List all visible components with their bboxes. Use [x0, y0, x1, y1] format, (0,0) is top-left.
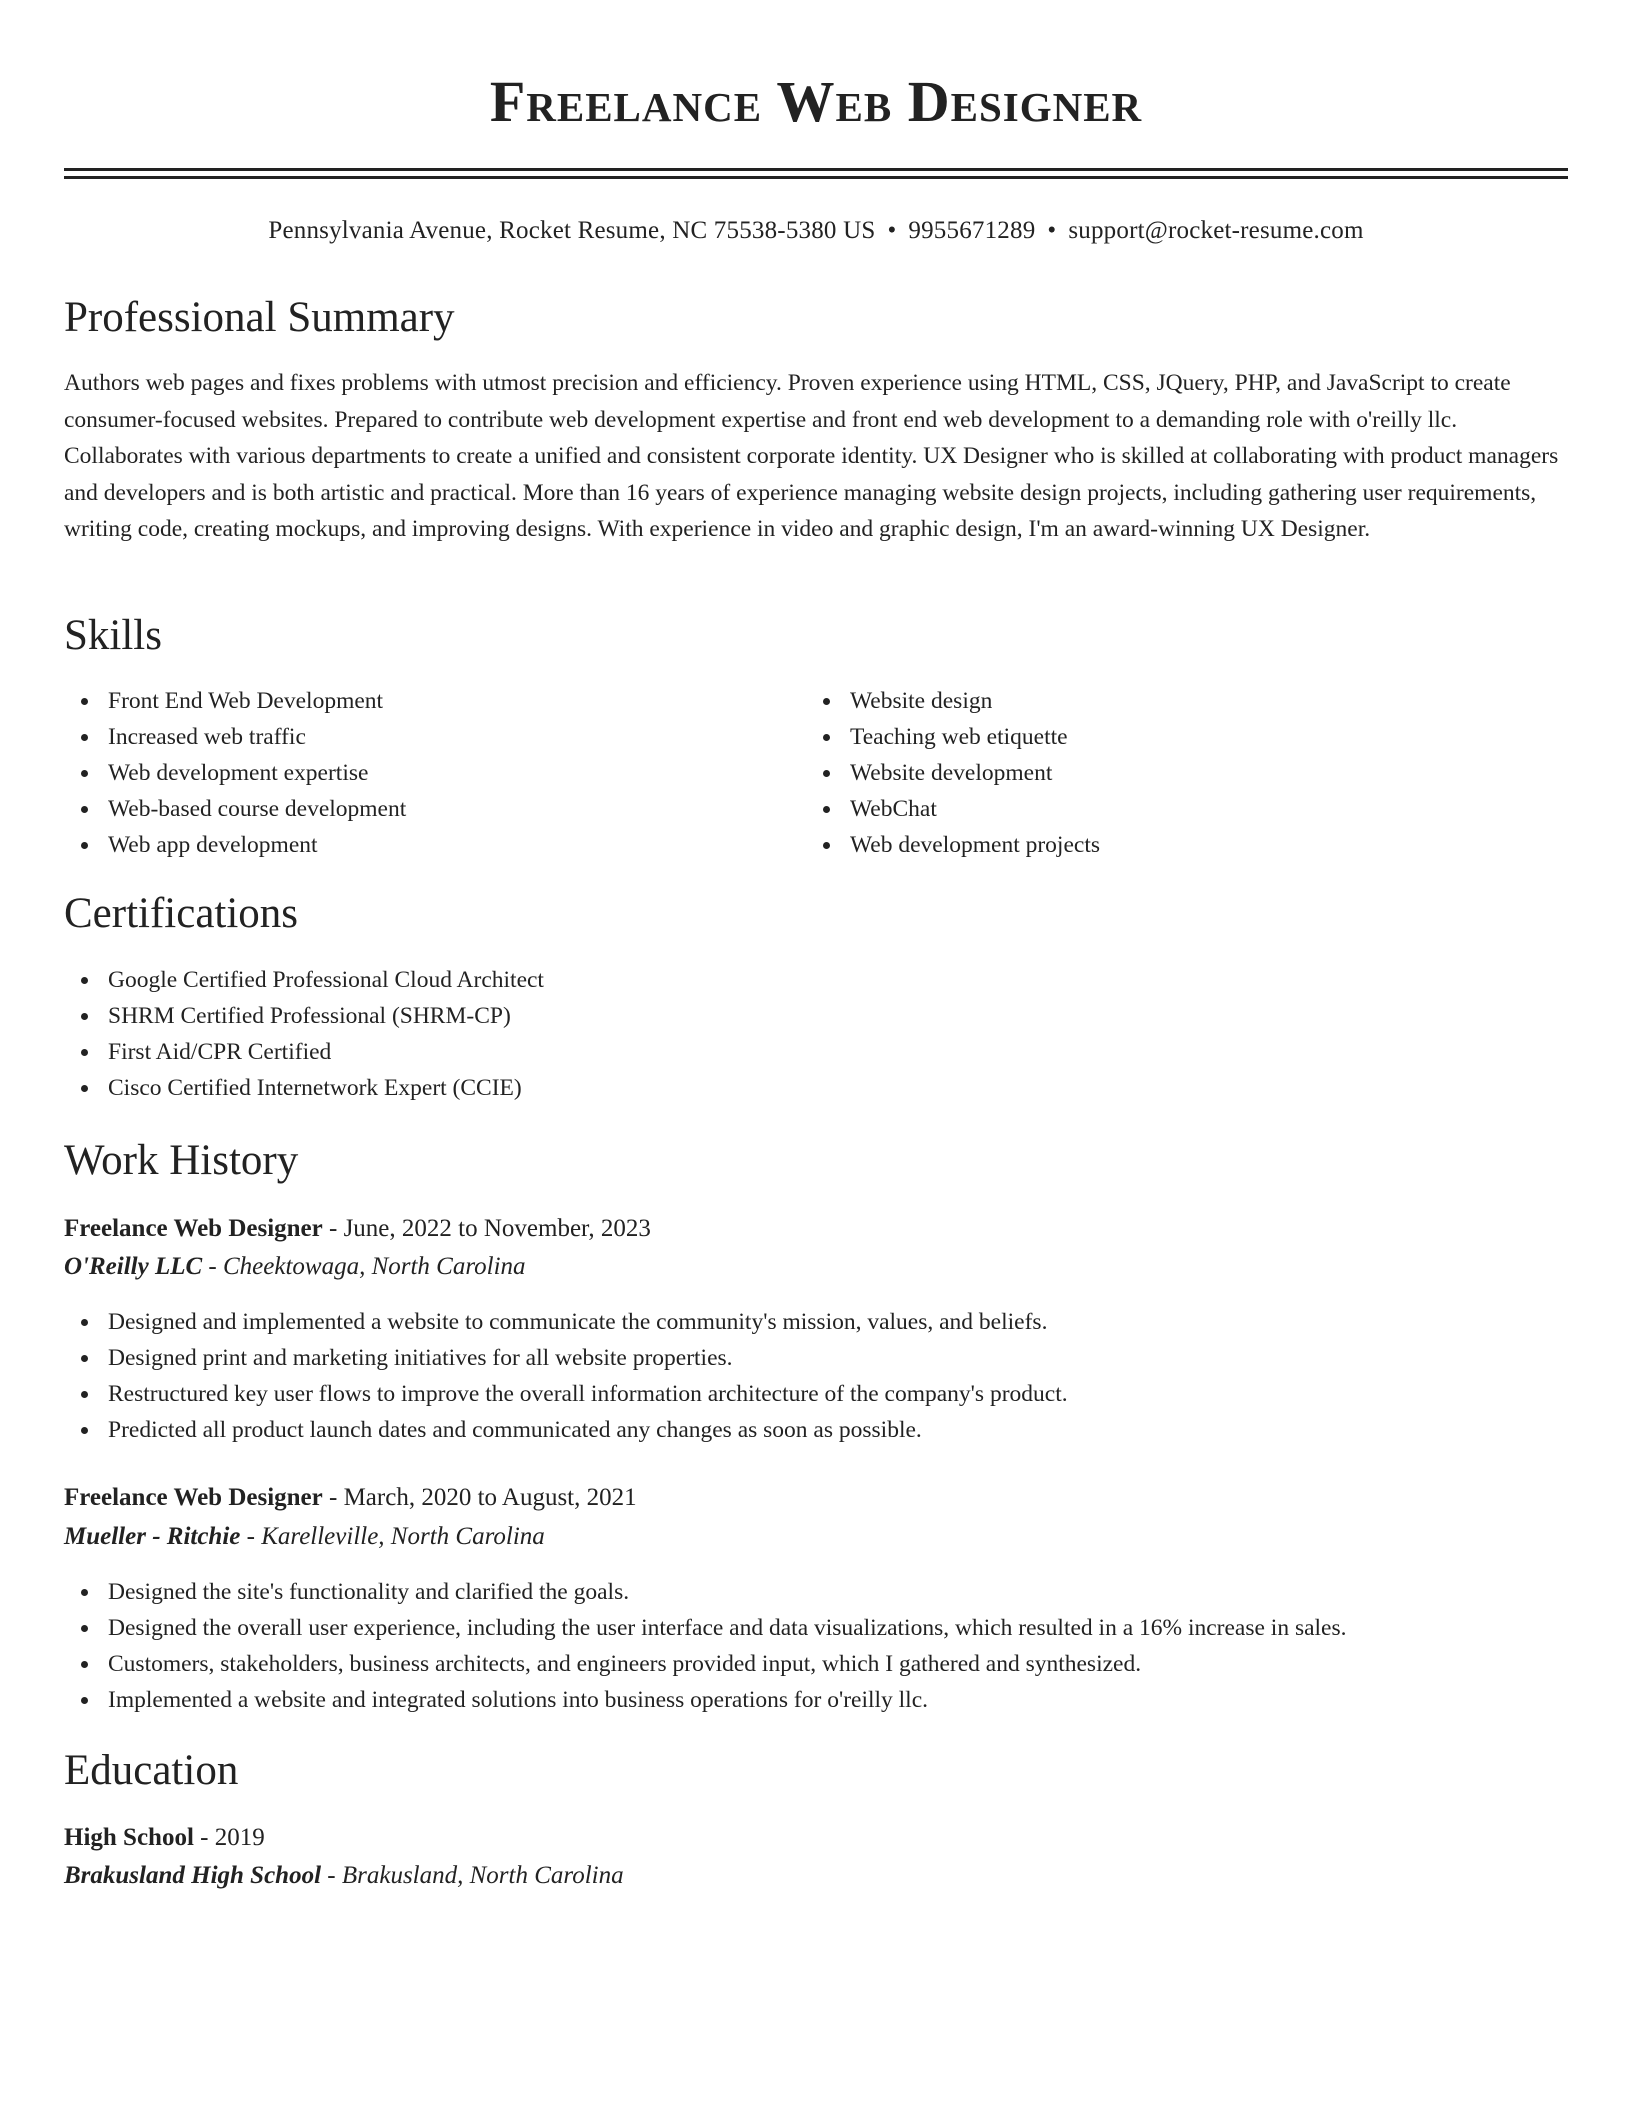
job-company: Mueller - Ritchie — [64, 1523, 241, 1550]
contact-line — [64, 214, 1568, 248]
skills-heading: Skills — [64, 612, 162, 659]
contact-phone: 9955671289 — [908, 217, 1036, 244]
job-bullet: Designed the overall user experience, including the user interface and data visualizations, which resulted in a 16% increase in sales. — [64, 1610, 1568, 1646]
job-title-line — [64, 1481, 637, 1515]
summary-text: Authors web pages and fixes problems with utmost precision and efficiency. Proven experience using HTML, CSS, JQuery, PHP, and JavaScript to create consumer-focused websites. Prepared to contribute web development expertise and front end web development to a demanding role with o'reilly llc. Collaborates with various departments to create a unified and consistent corporate identity. UX Designer who is skilled at collaborating with product managers and developers and is both artistic and practical. More than 16 years of experience managing website design projects, including gathering user requirements, writing code, creating mockups, and improving designs. With experience in video and graphic design, I'm an award-winning UX Designer. — [64, 370, 1559, 542]
skills-list-right — [806, 683, 1506, 863]
resume-name: Freelance Web Designer — [489, 69, 1143, 134]
certification-item: Google Certified Professional Cloud Architect — [64, 962, 1568, 998]
certification-item: Cisco Certified Internetwork Expert (CCIE) — [64, 1070, 1568, 1106]
job-dates: - June, 2022 to November, 2023 — [322, 1215, 651, 1242]
education-school: Brakusland High School — [64, 1862, 322, 1889]
contact-separator: • — [1047, 217, 1057, 244]
contact-address: Pennsylvania Avenue, Rocket Resume, NC 75538-5380 US — [268, 217, 876, 244]
job-bullets — [64, 1574, 1568, 1718]
job-bullet: Designed the site's functionality and clarified the goals. — [64, 1574, 1568, 1610]
contact-separator: • — [887, 217, 897, 244]
job-title-line — [64, 1212, 651, 1246]
skill-item: Website design — [806, 683, 1506, 719]
job-dates: - March, 2020 to August, 2021 — [322, 1484, 637, 1511]
job-bullets — [64, 1304, 1568, 1448]
job-bullet: Customers, stakeholders, business architects, and engineers provided input, which I gathered and synthesized. — [64, 1646, 1568, 1682]
skill-item: Web development projects — [806, 827, 1506, 863]
skill-item: Teaching web etiquette — [806, 719, 1506, 755]
education-location: - Brakusland, North Carolina — [321, 1862, 624, 1889]
education-year: - 2019 — [193, 1824, 265, 1851]
education-degree-line — [64, 1821, 265, 1855]
job-location: - Cheektowaga, North Carolina — [202, 1253, 526, 1280]
header-rule-top — [64, 168, 1568, 171]
job-role: Freelance Web Designer — [64, 1484, 323, 1511]
skill-item: WebChat — [806, 791, 1506, 827]
education-degree: High School — [64, 1824, 194, 1851]
job-role: Freelance Web Designer — [64, 1215, 323, 1242]
certification-item: SHRM Certified Professional (SHRM-CP) — [64, 998, 1568, 1034]
job-bullet: Restructured key user flows to improve the overall information architecture of the company's product. — [64, 1376, 1568, 1412]
skills-list-left — [64, 683, 764, 863]
summary-heading: Professional Summary — [64, 294, 455, 341]
skill-item: Front End Web Development — [64, 683, 764, 719]
job-company-line — [64, 1250, 526, 1284]
skill-item: Web development expertise — [64, 755, 764, 791]
certification-item: First Aid/CPR Certified — [64, 1034, 1568, 1070]
skill-item: Web-based course development — [64, 791, 764, 827]
job-bullet: Designed and implemented a website to communicate the community's mission, values, and beliefs. — [64, 1304, 1568, 1340]
certifications-list — [64, 962, 1568, 1106]
work-history-heading: Work History — [64, 1137, 299, 1184]
education-heading: Education — [64, 1747, 239, 1794]
job-bullet: Designed print and marketing initiatives for all website properties. — [64, 1340, 1568, 1376]
contact-email: support@rocket-resume.com — [1068, 217, 1364, 244]
job-company-line — [64, 1520, 545, 1554]
job-company: O'Reilly LLC — [64, 1253, 203, 1280]
job-bullet: Implemented a website and integrated solutions into business operations for o'reilly llc. — [64, 1682, 1568, 1718]
job-bullet: Predicted all product launch dates and communicated any changes as soon as possible. — [64, 1412, 1568, 1448]
skill-item: Website development — [806, 755, 1506, 791]
skill-item: Web app development — [64, 827, 764, 863]
header-rule-bottom — [64, 176, 1568, 179]
certifications-heading: Certifications — [64, 890, 299, 937]
skill-item: Increased web traffic — [64, 719, 764, 755]
education-school-line — [64, 1859, 624, 1893]
job-location: - Karelleville, North Carolina — [240, 1523, 545, 1550]
